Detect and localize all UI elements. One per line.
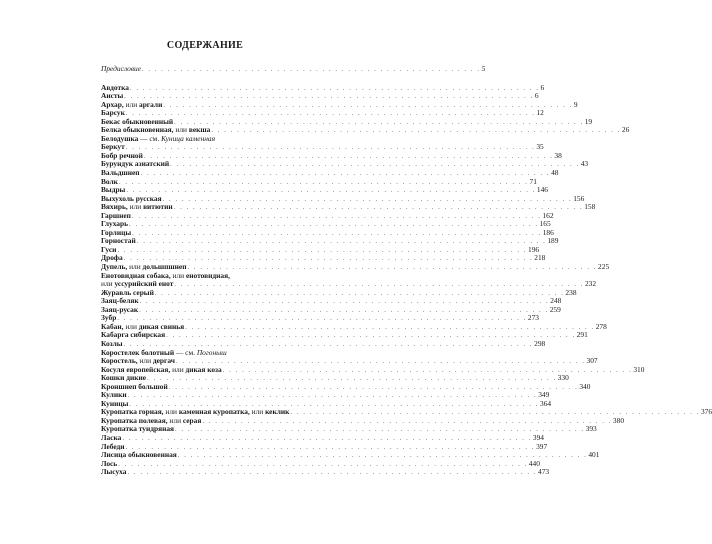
- toc-entry-text: или: [175, 125, 189, 135]
- toc-page-number: 259: [549, 304, 561, 314]
- toc-entry-text: Погоныш: [196, 347, 227, 357]
- toc-entry-text: Куропатка полевая,: [101, 415, 170, 425]
- leader-dots: . . . . . . . . . . . . . . . . . . . . . . . . . . . . . . . . . . . . . . . . . . . . . . . . . . . . . . . . . . . . . . . .: [222, 366, 633, 374]
- leader-dots: . . . . . . . . . . . . . . . . . . . . . . . . . . . . . . . . . . . . . . . . . . . . . . . . . . . . . . . . . . . . . . . .: [124, 93, 534, 101]
- table-of-contents: [101, 64, 712, 477]
- toc-page-number: 162: [542, 210, 554, 220]
- toc-entry-text: Коростелек болотный: [101, 347, 175, 357]
- leader-dots: . . . . . . . . . . . . . . . . . . . . . . . . . . . . . . . . . . . . . . . . . . . . . . . . . . . . . . . . . . . . . . . .: [122, 434, 532, 442]
- toc-entry-text: Бобр речной: [101, 150, 143, 160]
- toc-entry[interactable]: [101, 236, 559, 246]
- toc-page-number: 71: [529, 176, 537, 186]
- leader-dots: . . . . . . . . . . . . . . . . . . . . . . . . . . . . . . . . . . . . . . . . . . . . . . . . . . . . . . . . . . . . . . . .: [129, 400, 539, 408]
- leader-dots: . . . . . . . . . . . . . . . . . . . . . . . . . . . . . . . . . . . . . . . . . . . . . . . . . . . . . . . . . . . . . . . .: [129, 84, 540, 92]
- toc-entry[interactable]: [101, 210, 554, 221]
- toc-entry-text: Горностай: [101, 236, 136, 246]
- toc-page-number: 12: [536, 108, 544, 118]
- toc-page-number: 156: [573, 193, 585, 203]
- toc-entry-text: дергач: [152, 356, 175, 366]
- toc-page-number: 273: [527, 313, 539, 323]
- toc-entry[interactable]: [101, 244, 540, 255]
- toc-page-number: 248: [550, 296, 562, 306]
- leader-dots: . . . . . . . . . . . . . . . . . . . . . . . . . . . . . . . . . . . . . . . . . . . . . . . . . . . . . . . . . . . . . . . .: [163, 101, 573, 109]
- toc-page-number: 43: [580, 159, 589, 169]
- toc-entry-text: Авдотка: [101, 82, 129, 92]
- toc-entry-text: Куницы: [101, 398, 129, 408]
- toc-page-number: 6: [534, 91, 539, 101]
- toc-entry-text: Лисица обыкновенная: [101, 450, 177, 460]
- toc-entry-text: Глухарь: [101, 219, 129, 229]
- toc-page-number: 310: [633, 364, 645, 374]
- toc-entry-text: Зубр: [101, 313, 117, 323]
- toc-page-number: 38: [554, 150, 562, 160]
- leader-dots: . . . . . . . . . . . . . . . . . . . . . . . . . . . . . . . . . . . . . . . . . . . . . . . . . . . . . . . . . . . . . . . .: [211, 127, 621, 135]
- leader-dots: . . . . . . . . . . . . . . . . . . . . . . . . . . . . . . . . . . . . . . . . . . . . . . . . . . . . . . . . . . . . . . . .: [177, 452, 588, 460]
- leader-dots: . . . . . . . . . . . . . . . . . . . . . . . . . . . . . . . . . . . . . . . . . . . . . . . . . . . . . . . . . . . . . . . .: [175, 426, 585, 434]
- toc-entry-text: Выдры: [101, 185, 126, 195]
- toc-entry-text: серая: [182, 415, 202, 425]
- leader-dots: . . . . . . . . . . . . . . . . . . . . . . . . . . . . . . . . . . . . . . . . . . . . . . . . . . . . . . . . . . . . . . . .: [202, 417, 612, 425]
- leader-dots: . . . . . . . . . . . . . . . . . . . . . . . . . . . . . . . . . . . . . . . . . . . . . . . . . . . . . . . . . . . . . . . .: [174, 281, 584, 289]
- toc-entry[interactable]: [101, 168, 559, 178]
- leader-dots: . . . . . . . . . . . . . . . . . . . . . . . . . . . . . . . . . . . . . . . . . . . . . . . . . . . . . . . . . . . . . . . .: [170, 161, 580, 169]
- toc-entry-text: кеклик: [265, 407, 290, 417]
- toc-entry-text: Волк: [101, 176, 118, 186]
- toc-entry[interactable]: [101, 424, 597, 434]
- toc-entry-text: Лось: [101, 458, 118, 468]
- toc-entry-text: или: [101, 279, 115, 289]
- toc-entry-text: или: [129, 262, 143, 272]
- toc-entry[interactable]: [101, 450, 600, 460]
- toc-entry-text: или: [169, 415, 183, 425]
- toc-entry-text: Дупель,: [101, 262, 130, 272]
- leader-dots: . . . . . . . . . . . . . . . . . . . . . . . . . . . . . . . . . . . . . . . . . . . . . . . . . . . . . . . . . . . . . . . .: [126, 187, 536, 195]
- toc-page-number: 158: [584, 202, 596, 212]
- toc-entry-text: Куропатка тундряная: [101, 424, 175, 434]
- toc-entry-text: — см.: [174, 347, 197, 357]
- toc-page-number: 146: [536, 185, 548, 195]
- toc-page-number: 165: [539, 219, 551, 229]
- leader-dots: . . . . . . . . . . . . . . . . . . . . . . . . . . . . . . . . . . . . . . . . . . . . . . . . . . . . . . . . . . . . . . . .: [185, 323, 595, 331]
- toc-page-number: 26: [621, 125, 630, 135]
- toc-entry-text: Бурундук азиатский: [101, 159, 170, 169]
- page-title: СОДЕРЖАНИЕ: [166, 40, 244, 51]
- leader-dots: . . . . . . . . . . . . . . . . . . . . . . . . . . . . . . . . . . . . . . . . . . . . . . . . . . . . . . . . . . . . . . . .: [131, 212, 542, 220]
- leader-dots: . . . . . . . . . . . . . . . . . . . . . . . . . . . . . . . . . . . . . . . . . . . . . . . . . . . . . . . . . . . . . . . .: [127, 469, 538, 477]
- toc-entry-text: или: [125, 99, 139, 109]
- leader-dots: . . . . . . . . . . . . . . . . . . . . . . . . . . . . . . . . . . . . . . . . . . . . . . . . . . . . . . . . . . . . . . . .: [162, 195, 573, 203]
- toc-entry-text: Лысуха: [101, 467, 127, 477]
- toc-entry[interactable]: [101, 82, 545, 93]
- leader-dots: . . . . . . . . . . . . . . . . . . . . . . . . . . . . . . . . . . . . . . . . . . . . . . . . . . . . . . . . . . . . . . . .: [139, 298, 550, 306]
- toc-page-number: 364: [540, 398, 552, 408]
- toc-entry-intro[interactable]: [101, 64, 486, 74]
- toc-entry-text: Белка обыкновенная,: [101, 125, 176, 135]
- toc-page-number: 376: [700, 407, 712, 417]
- toc-page-number: 9: [573, 99, 578, 109]
- toc-entry-text: или: [125, 321, 139, 331]
- toc-entry[interactable]: [101, 458, 540, 469]
- toc-entry-text: дольшпшнеп: [142, 262, 187, 272]
- toc-page-number: 35: [536, 142, 544, 152]
- toc-entry-text: уссурийский енот: [114, 279, 174, 289]
- toc-entry-text: Белодушка: [101, 133, 139, 143]
- toc-entry-text: Аисты: [101, 91, 124, 101]
- toc-entry-text: Кроншнеп большой: [101, 381, 168, 391]
- leader-dots: . . . . . . . . . . . . . . . . . . . . . . . . . . . . . . . . . . . . . . . . . . . . . . . . . . . . . . . . . . . . . . . .: [129, 221, 539, 229]
- toc-entry-text: Ласка: [101, 432, 122, 442]
- toc-entry-text: или: [172, 364, 186, 374]
- toc-entry-text: каменная куропатка,: [178, 407, 252, 417]
- leader-dots: . . . . . . . . . . . . . . . . . . . . . . . . . . . . . . . . . . . . . . . . . . . . . . . . . . . . . . . . . . . . . . . .: [117, 246, 528, 254]
- leader-dots: . . . . . . . . . . . . . . . . . . . . . . . . . . . . . . . . . . . . . . . . . . . . . . . . . . . . . . . . . . . . . . . .: [140, 170, 551, 178]
- toc-entry-text: дикая коза: [185, 364, 222, 374]
- toc-entry-label: Предисловие: [101, 64, 142, 73]
- toc-entry[interactable]: [101, 176, 537, 187]
- leader-dots: . . . . . . . . . . . . . . . . . . . . . . . . . . . . . . . . . . . . . . . . . . . . . . . . . . . . . . . . . . . . . . . .: [125, 110, 536, 118]
- leader-dots: . . . . . . . . . . . . . . . . . . . . . . . . . . . . . . . . . . . . . . . . . . . . . . . . . . . . .: [142, 66, 481, 73]
- toc-entry-text: Лебеди: [101, 441, 125, 451]
- toc-page-number: 330: [557, 373, 569, 383]
- toc-page-number: 473: [538, 467, 550, 477]
- toc-entry-text: Дрофа: [101, 253, 123, 263]
- toc-page-number: 291: [576, 330, 588, 340]
- toc-entry-text: Беркут: [101, 142, 125, 152]
- toc-page-number: 307: [586, 356, 598, 366]
- leader-dots: . . . . . . . . . . . . . . . . . . . . . . . . . . . . . . . . . . . . . . . . . . . . . . . . . . . . . . . . . . . . . . . .: [125, 443, 536, 451]
- toc-page-number: 349: [538, 390, 550, 400]
- toc-entry-text: енотовидная,: [185, 270, 230, 280]
- leader-dots: . . . . . . . . . . . . . . . . . . . . . . . . . . . . . . . . . . . . . . . . . . . . . . . . . . . . . . . . . . . . . . . .: [136, 238, 547, 246]
- leader-dots: . . . . . . . . . . . . . . . . . . . . . . . . . . . . . . . . . . . . . . . . . . . . . . . . . . . . . . . . . . . . . . . .: [166, 332, 576, 340]
- toc-entry-text: или: [251, 407, 266, 417]
- toc-page-number: 238: [565, 287, 577, 297]
- toc-page-number: 298: [534, 338, 546, 348]
- toc-entry-text: Архар,: [101, 99, 126, 109]
- toc-entry-text: Вальдшнеп: [101, 168, 140, 178]
- leader-dots: . . . . . . . . . . . . . . . . . . . . . . . . . . . . . . . . . . . . . . . . . . . . . . . . . . . . . . . . . . . . . . . .: [174, 118, 584, 126]
- toc-entry-text: Выхухоль русская: [101, 193, 162, 203]
- toc-entry-text: Горлицы: [101, 227, 132, 237]
- toc-entry-text: Куница каменная: [161, 133, 216, 143]
- leader-dots: . . . . . . . . . . . . . . . . . . . . . . . . . . . . . . . . . . . . . . . . . . . . . . . . . . . . . . . . . . . . . . . .: [125, 144, 536, 152]
- leader-dots: . . . . . . . . . . . . . . . . . . . . . . . . . . . . . . . . . . . . . . . . . . . . . . . . . . . . . . . . . . . . . . . .: [132, 229, 542, 237]
- toc-entry-text: Енотовидная собака,: [101, 270, 173, 280]
- toc-entry[interactable]: [101, 467, 550, 477]
- toc-page-number: 440: [528, 458, 540, 468]
- toc-page-number: 393: [585, 424, 597, 434]
- toc-page-number: 189: [547, 236, 559, 246]
- leader-dots: . . . . . . . . . . . . . . . . . . . . . . . . . . . . . . . . . . . . . . . . . . . . . . . . . . . . . . . . . . . . . . . .: [123, 340, 534, 348]
- toc-entry[interactable]: [101, 135, 333, 144]
- toc-entry-text: или: [139, 356, 153, 366]
- toc-entry[interactable]: [101, 330, 588, 340]
- toc-entry[interactable]: [101, 390, 550, 400]
- toc-entry[interactable]: [101, 219, 551, 229]
- toc-entry-text: Кабарга сибирская: [101, 330, 166, 340]
- toc-page-number: 397: [536, 441, 548, 451]
- toc-entry-text: Заяц-беляк: [101, 296, 139, 306]
- leader-dots: . . . . . . . . . . . . . . . . . . . . . . . . . . . . . . . . . . . . . . . . . . . . . . . . . . . . . . . . . . . . . . . .: [147, 375, 557, 383]
- toc-entry-text: аргали: [139, 99, 163, 109]
- toc-entry-text: векша: [188, 125, 211, 135]
- toc-entry-text: Гуси: [101, 244, 117, 254]
- toc-entry[interactable]: [101, 304, 561, 315]
- toc-page-number: 19: [584, 116, 593, 126]
- toc-entry-text: — см.: [138, 133, 162, 143]
- leader-dots: . . . . . . . . . . . . . . . . . . . . . . . . . . . . . . . . . . . . . . . . . . . . . . . . . . . . . . . . . . . . . . . .: [187, 264, 598, 272]
- toc-entry-text: дикая свинья: [138, 321, 185, 331]
- leader-dots: . . . . . . . . . . . . . . . . . . . . . . . . . . . . . . . . . . . . . . . . . . . . . . . . . . . . . . . . . . . . . . . .: [118, 460, 528, 468]
- toc-page-number: 380: [612, 415, 625, 425]
- toc-page-number: 340: [579, 381, 591, 391]
- toc-page-number: 225: [598, 262, 610, 272]
- toc-entry-text: Кулики: [101, 390, 127, 400]
- leader-dots: . . . . . . . . . . . . . . . . . . . . . . . . . . . . . . . . . . . . . . . . . . . . . . . . . . . . . . . . . . . . . . . .: [123, 255, 534, 263]
- toc-page-number: 196: [528, 244, 540, 254]
- leader-dots: . . . . . . . . . . . . . . . . . . . . . . . . . . . . . . . . . . . . . . . . . . . . . . . . . . . . . . . . . . . . . . . .: [175, 358, 586, 366]
- toc-entry[interactable]: [101, 202, 596, 212]
- leader-dots: . . . . . . . . . . . . . . . . . . . . . . . . . . . . . . . . . . . . . . . . . . . . . . . . . . . . . . . . . . . . . . . .: [173, 204, 584, 212]
- toc-entry-text: или: [165, 407, 179, 417]
- toc-entry-text: или: [172, 270, 186, 280]
- leader-dots: . . . . . . . . . . . . . . . . . . . . . . . . . . . . . . . . . . . . . . . . . . . . . . . . . . . . . . . . . . . . . . . .: [168, 383, 579, 391]
- toc-entry-text: Коростель,: [101, 356, 140, 366]
- leader-dots: . . . . . . . . . . . . . . . . . . . . . . . . . . . . . . . . . . . . . . . . . . . . . . . . . . . . . . . . . . . . . . . .: [139, 306, 549, 314]
- toc-entry-text: Козлы: [101, 338, 123, 348]
- toc-page-number: 6: [540, 82, 545, 92]
- toc-page-number: 394: [532, 432, 544, 442]
- toc-page-number: 218: [534, 253, 546, 263]
- toc-entry[interactable]: [101, 381, 591, 392]
- toc-entry[interactable]: [101, 432, 544, 443]
- leader-dots: . . . . . . . . . . . . . . . . . . . . . . . . . . . . . . . . . . . . . . . . . . . . . . . . . . . . . . . . . . . . . . . .: [143, 152, 554, 160]
- toc-entry-text: Косуля европейская,: [101, 364, 173, 374]
- toc-entry-text: Гаршнеп: [101, 210, 131, 220]
- toc-entry-text: Кошки дикие: [101, 373, 147, 383]
- toc-page-number: 401: [588, 450, 600, 460]
- toc-entry-text: Кабан,: [101, 321, 126, 331]
- toc-page-number: 186: [542, 227, 554, 237]
- toc-entry-text: Вяхирь,: [101, 202, 130, 212]
- toc-entry-label: [101, 468, 126, 477]
- toc-entry-text: витютин: [143, 202, 173, 212]
- leader-dots: . . . . . . . . . . . . . . . . . . . . . . . . . . . . . . . . . . . . . . . . . . . . . . . . . . . . . . . . . . . . . . . .: [127, 392, 538, 400]
- toc-entry[interactable]: [101, 99, 578, 110]
- toc-entry-text: Куропатка горная,: [101, 407, 166, 417]
- toc-page-number: 232: [584, 279, 597, 289]
- leader-dots: . . . . . . . . . . . . . . . . . . . . . . . . . . . . . . . . . . . . . . . . . . . . . . . . . . . . . . . . . . . . . . . .: [154, 289, 565, 297]
- leader-dots: . . . . . . . . . . . . . . . . . . . . . . . . . . . . . . . . . . . . . . . . . . . . . . . . . . . . . . . . . . . . . . . .: [117, 315, 527, 323]
- toc-page-number: 278: [595, 321, 607, 331]
- toc-page-number: 5: [481, 64, 486, 73]
- leader-dots: . . . . . . . . . . . . . . . . . . . . . . . . . . . . . . . . . . . . . . . . . . . . . . . . . . . . . . . . . . . . . . . .: [290, 409, 700, 417]
- leader-dots: . . . . . . . . . . . . . . . . . . . . . . . . . . . . . . . . . . . . . . . . . . . . . . . . . . . . . . . . . . . . . . . .: [118, 178, 529, 186]
- toc-entry-text: Журавль серый: [101, 287, 154, 297]
- toc-page-number: 48: [551, 168, 559, 178]
- toc-entry-text: Барсук: [101, 108, 125, 118]
- toc-entry-text: Бекас обыкновенный: [101, 116, 174, 126]
- toc-entry-text: Заяц-русак: [101, 304, 139, 314]
- toc-entry-text: или: [129, 202, 144, 212]
